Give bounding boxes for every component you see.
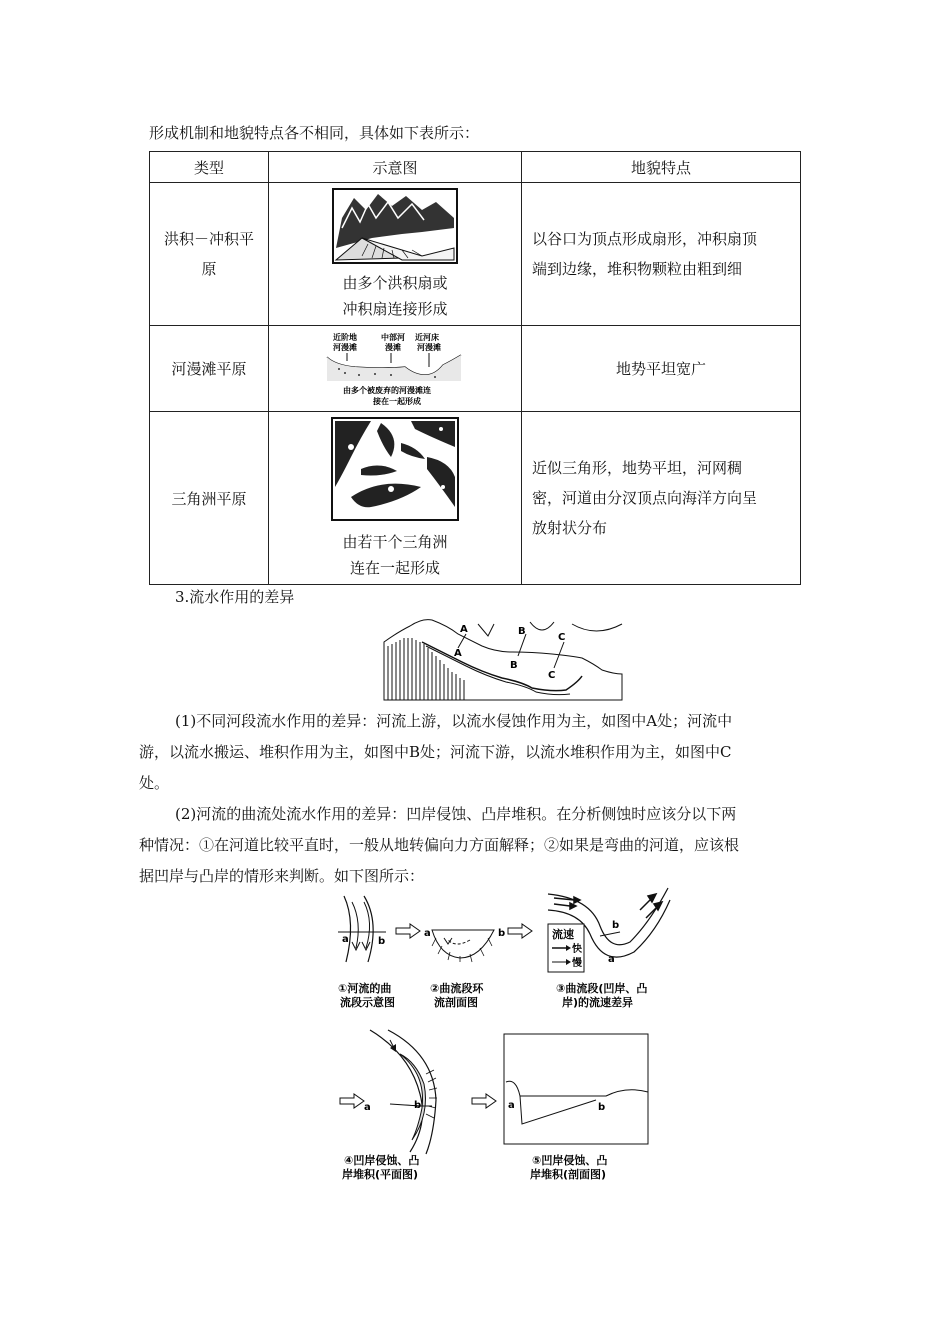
fig4-caption1: ④凹岸侵蚀、凸 (344, 1154, 420, 1167)
row1-type-line1: 洪积－冲积平 (163, 230, 254, 248)
fp-label-mid2: 漫滩 (385, 342, 401, 352)
river-label-c-top: C (558, 632, 566, 643)
row3-feature2: 密，河道由分汊顶点向海洋方向呈 (532, 489, 758, 507)
row2-type: 河漫滩平原 (150, 326, 269, 412)
table-header-row (150, 152, 801, 183)
row3-type: 三角洲平原 (150, 412, 269, 585)
para2-line2: 种情况：①在河道比较平直时，一般从地转偏向力方面解释；②如果是弯曲的河道，应该根 (139, 836, 740, 854)
fig4-caption2: 岸堆积(平面图) (342, 1168, 419, 1181)
para1-line2: 游，以流水搬运、堆积作用为主，如图中B处；河流下游，以流水堆积作用为主，如图中C (139, 743, 732, 761)
row1-caption1: 由多个洪积扇或 (342, 274, 448, 292)
fig5-box (504, 1034, 648, 1144)
row3-caption2: 连在一起形成 (349, 559, 440, 577)
row3-feature (522, 412, 801, 585)
fig5-caption2: 岸堆积(剖面图) (530, 1168, 607, 1181)
row1-diagram (269, 183, 522, 326)
delta-image (331, 417, 459, 521)
para1-line3: 处。 (139, 774, 170, 792)
fig1-a: a (342, 934, 349, 945)
row2-diagram (269, 326, 522, 412)
row1-type (150, 183, 269, 326)
fig3-box-speed: 流速 (552, 928, 574, 941)
meander-figures-row2 (330, 1024, 660, 1182)
row1-type-line2: 原 (201, 260, 217, 278)
row3-feature3: 放射状分布 (532, 519, 608, 537)
table-row (150, 183, 801, 326)
header-diagram: 示意图 (269, 152, 522, 183)
para1-line1: (1)不同河段流水作用的差异：河流上游，以流水侵蚀作用为主，如图中A处；河流中 (175, 712, 733, 730)
plain-types-table (149, 151, 801, 585)
intro-text: 形成机制和地貌特点各不相同，具体如下表所示： (149, 124, 480, 142)
alluvial-fan-image (332, 188, 458, 264)
fig3-b: b (612, 920, 620, 931)
row1-feature (522, 183, 801, 326)
fig2-caption1: ②曲流段环 (430, 982, 484, 995)
arrow-icon (508, 924, 532, 938)
row1-caption2: 冲积扇连接形成 (342, 300, 448, 318)
row3-diagram (269, 412, 522, 585)
fig1-caption1: ①河流的曲 (338, 982, 392, 995)
river-label-a-top: A (460, 624, 468, 635)
river-label-c: C (548, 670, 556, 681)
fig5-caption1: ⑤凹岸侵蚀、凸 (532, 1154, 608, 1167)
fp-label-mid1: 中部河 (381, 332, 405, 342)
table-row (150, 326, 801, 412)
fig2-b: b (498, 928, 506, 939)
header-type: 类型 (150, 152, 269, 183)
river-label-a: A (454, 648, 462, 659)
para2-line1: (2)河流的曲流处流水作用的差异：凹岸侵蚀、凸岸堆积。在分析侧蚀时应该分以下两 (175, 805, 737, 823)
river-stages-diagram (382, 612, 632, 704)
para2-line3: 据凹岸与凸岸的情形来判断。如下图所示： (139, 867, 425, 885)
fig1-caption2: 流段示意图 (340, 996, 395, 1009)
row2-feature: 地势平坦宽广 (522, 326, 801, 412)
fp-label-terrace: 近阶地 (333, 332, 357, 342)
row3-caption1: 由若干个三角洲 (342, 533, 448, 551)
fp-label-near2: 河漫滩 (417, 342, 441, 352)
fig4-a: a (364, 1102, 371, 1113)
fig3-caption1: ③曲流段(凹岸、凸 (556, 982, 648, 995)
river-label-b: B (510, 660, 518, 671)
fig3-box-slow: 慢 (572, 958, 582, 969)
floodplain-diagram (325, 331, 465, 407)
fig4-b: b (414, 1100, 422, 1111)
fp-label-near1: 近河床 (415, 332, 439, 342)
fig3-box-fast: 快 (572, 944, 582, 955)
meander-figures-row1 (330, 882, 680, 1012)
fig5-a: a (508, 1100, 515, 1111)
arrow-icon (340, 1094, 364, 1108)
row1-feature1: 以谷口为顶点形成扇形，冲积扇顶 (532, 230, 758, 248)
row1-feature2: 端到边缘，堆积物颗粒由粗到细 (532, 260, 743, 278)
fig2-caption2: 流剖面图 (434, 996, 478, 1009)
row3-feature1: 近似三角形，地势平坦，河网稠 (532, 459, 743, 477)
fig3-caption2: 岸)的流速差异 (562, 996, 634, 1009)
fp-caption1: 由多个被废弃的河漫滩连 (343, 385, 431, 395)
table-row (150, 412, 801, 585)
section3-title: 3.流水作用的差异 (175, 588, 295, 606)
fig1-b: b (378, 936, 386, 947)
fig5-b: b (598, 1102, 606, 1113)
header-feature: 地貌特点 (522, 152, 801, 183)
fp-label-floodplain: 河漫滩 (333, 342, 357, 352)
arrow-icon (472, 1094, 496, 1108)
arrow-icon (396, 924, 420, 938)
fig2-a: a (424, 928, 431, 939)
river-label-b-top: B (518, 626, 526, 637)
fig3-a: a (608, 954, 615, 965)
fp-caption2: 接在一起形成 (373, 396, 421, 406)
